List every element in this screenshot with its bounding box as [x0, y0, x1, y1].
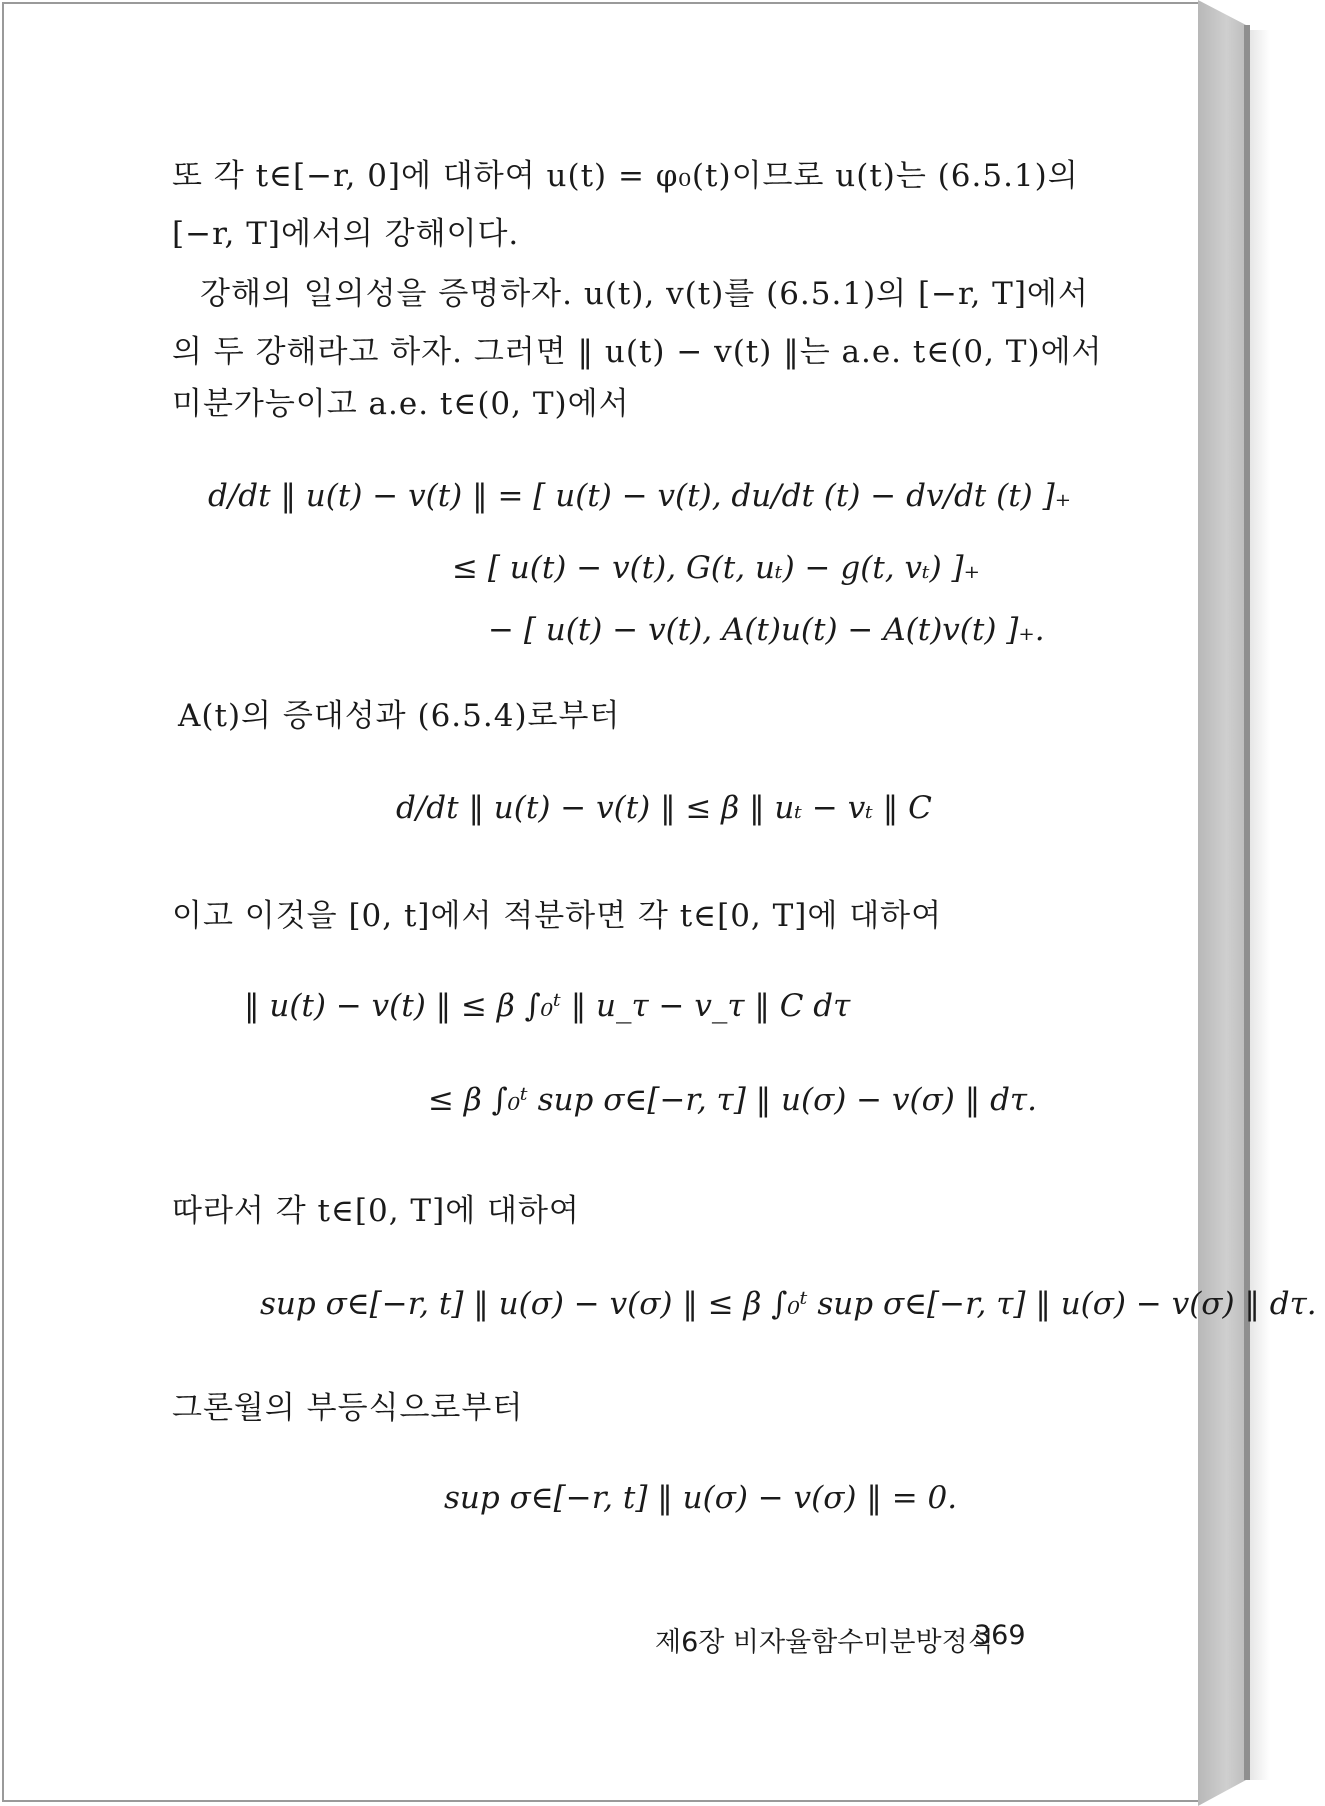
equation-4: sup σ∈[−r, t] ‖ u(σ) − v(σ) ‖ ≤ β ∫₀ᵗ sup σ∈[−r, τ] ‖ u(σ) − v(σ) ‖ dτ. [260, 1286, 1317, 1322]
book-spine [1198, 0, 1246, 1806]
paragraph-line-9: 그론월의 부등식으로부터 [172, 1390, 524, 1426]
paragraph-line-7: 이고 이것을 [0, t]에서 적분하면 각 t∈[0, T]에 대하여 [172, 898, 943, 934]
equation-1a: d/dt ‖ u(t) − v(t) ‖ = [ u(t) − v(t), du/dt (t) − dv/dt (t) ]₊ [208, 478, 1072, 514]
equation-3b: ≤ β ∫₀ᵗ sup σ∈[−r, τ] ‖ u(σ) − v(σ) ‖ dτ. [428, 1082, 1037, 1118]
equation-5: sup σ∈[−r, t] ‖ u(σ) − v(σ) ‖ = 0. [444, 1480, 958, 1516]
paragraph-line-5: 미분가능이고 a.e. t∈(0, T)에서 [172, 386, 630, 422]
equation-3a: ‖ u(t) − v(t) ‖ ≤ β ∫₀ᵗ ‖ u_τ − v_τ ‖ C dτ [244, 988, 851, 1024]
equation-1b: ≤ [ u(t) − v(t), G(t, uₜ) − g(t, vₜ) ]₊ [452, 550, 981, 586]
footer-chapter-title: 제6장 비자율함수미분방정식 [655, 1627, 994, 1658]
paragraph-line-8: 따라서 각 t∈[0, T]에 대하여 [172, 1193, 580, 1229]
paragraph-line-3: 강해의 일의성을 증명하자. u(t), v(t)를 (6.5.1)의 [−r, T]에서 [200, 276, 1089, 312]
paragraph-line-4: 의 두 강해라고 하자. 그러면 ‖ u(t) − v(t) ‖는 a.e. t∈(0, T)에서 [172, 334, 1103, 370]
paragraph-line-2: [−r, T]에서의 강해이다. [172, 216, 520, 252]
footer-page-number: 369 [974, 1620, 1026, 1651]
paragraph-line-6: A(t)의 증대성과 (6.5.4)로부터 [178, 698, 621, 734]
page-shadow [1250, 30, 1270, 1780]
paragraph-line-1: 또 각 t∈[−r, 0]에 대하여 u(t) = φ₀(t)이므로 u(t)는 (6.5.1)의 [172, 158, 1079, 194]
equation-2: d/dt ‖ u(t) − v(t) ‖ ≤ β ‖ uₜ − vₜ ‖ C [396, 790, 932, 826]
equation-1c: − [ u(t) − v(t), A(t)u(t) − A(t)v(t) ]₊. [488, 612, 1045, 648]
